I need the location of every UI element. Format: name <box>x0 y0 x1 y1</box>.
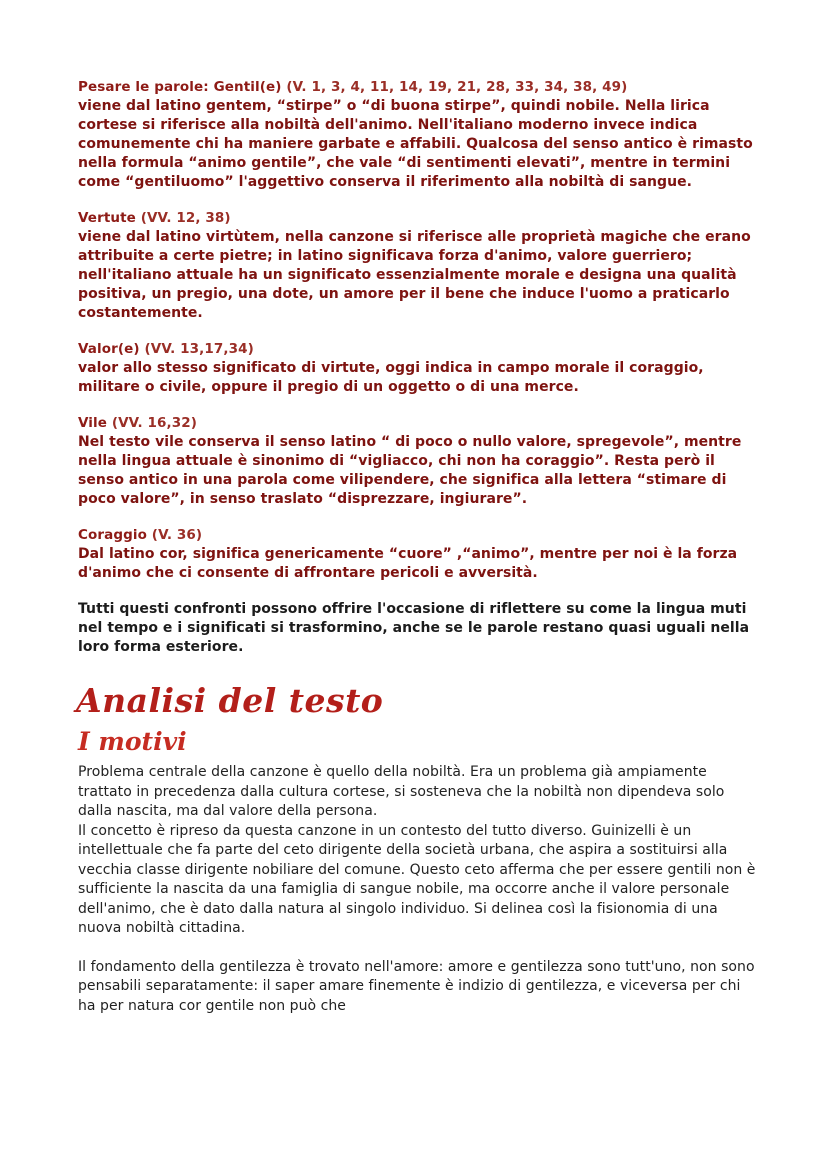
vocab-verse-ref: (V. 1, 3, 4, 11, 14, 19, 21, 28, 33, 34, 38, 49) <box>286 79 628 95</box>
analysis-paragraph: Problema centrale della canzone è quello della nobiltà. Era un problema già ampiamente trattato in precedenza dalla cultura cortese, si sosteneva che la nobiltà non dipendeva solo dalla nascita, ma dal valore della persona. <box>78 764 725 819</box>
analysis-paragraph: Il fondamento della gentilezza è trovato nell'amore: amore e gentilezza sono tutt'uno, non sono pensabili separatamente: il saper amare finemente è indizio di gentilezza, e viceversa per chi ha per natura cor gentile non può che <box>78 958 755 1014</box>
vocab-term-line <box>78 340 758 359</box>
vocab-verse-ref: (VV. 12, 38) <box>140 210 231 226</box>
vocab-term-line <box>78 78 758 97</box>
analysis-text <box>78 763 758 1016</box>
vocab-entry-vertute <box>78 209 758 323</box>
vocab-term: Pesare le parole: Gentil(e) <box>78 79 282 95</box>
page-content <box>78 78 758 1016</box>
vocab-definition: valor allo stesso significato di virtute, oggi indica in campo morale il coraggio, militare o civile, oppure il pregio di un oggetto o di una merce. <box>78 360 704 395</box>
vocab-entry-gentile <box>78 78 758 192</box>
vocab-definition: viene dal latino virtùtem, nella canzone si riferisce alle proprietà magiche che erano attribuite a certe pietre; in latino significava forza d'animo, valore guerriero; nell'italiano attuale ha un significato essenzialmente morale e designa una qualità positiva, un pregio, una dote, un amore per il bene che induce l'uomo a praticarlo costantemente. <box>78 229 751 321</box>
vocab-term-line <box>78 209 758 228</box>
vocab-verse-ref: (VV. 13,17,34) <box>144 341 254 357</box>
vocab-term: Vile <box>78 415 108 431</box>
closing-paragraph: Tutti questi confronti possono offrire l'occasione di riflettere su come la lingua muti nel tempo e i significati si trasformino, anche se le parole restano quasi uguali nella loro forma esteriore. <box>78 601 750 655</box>
vocab-definition: viene dal latino gentem, “stirpe” o “di buona stirpe”, quindi nobile. Nella lirica cortese si riferisce alla nobiltà dell'animo. Nell'italiano moderno invece indica comunemente chi ha maniere garbate e affabili. Qualcosa del senso antico è rimasto nella formula “animo gentile”, che vale “di sentimenti elevati”, mentre in termini come “gentiluomo” l'aggettivo conserva il riferimento alla nobiltà di sangue. <box>78 98 753 190</box>
vocab-definition: Dal latino cor, significa genericamente “cuore” ,“animo”, mentre per noi è la forza d'animo che ci consente di affrontare pericoli e avversità. <box>78 546 738 581</box>
vocab-term: Vertute <box>78 210 136 226</box>
vocab-entry-vile <box>78 414 758 509</box>
analysis-paragraph: Il concetto è ripreso da questa canzone in un contesto del tutto diverso. Guinizelli è un intellettuale che fa parte del ceto dirigente della società urbana, che aspira a sostituirsi alla vecchia classe dirigente nobiliare del comune. Questo ceto afferma che per essere gentili non è sufficiente la nascita da una famiglia di sangue nobile, ma occorre anche il valore personale dell'animo, che è dato dalla natura al singolo individuo. Si delinea così la fisionomia di una nuova nobiltà cittadina. <box>78 822 756 936</box>
vocab-term: Valor(e) <box>78 341 140 357</box>
section-heading: Analisi del testo <box>76 681 384 720</box>
vocab-entry-valore <box>78 340 758 397</box>
paragraph-gap <box>78 939 758 958</box>
vocab-verse-ref: (V. 36) <box>151 527 203 543</box>
vocab-definition: Nel testo vile conserva il senso latino “ di poco o nullo valore, spregevole”, mentre nella lingua attuale è sinonimo di “vigliacco, chi non ha coraggio”. Resta però il senso antico in una parola come vilipendere, che significa alla lettera “stimare di poco valore”, in senso traslato “disprezzare, ingiurare”. <box>78 434 742 507</box>
vocab-entry-coraggio <box>78 526 758 583</box>
section-subheading: I motivi <box>78 727 187 756</box>
vocab-term-line <box>78 526 758 545</box>
vocab-term: Coraggio <box>78 527 147 543</box>
vocab-term-line <box>78 414 758 433</box>
vocab-verse-ref: (VV. 16,32) <box>111 415 197 431</box>
